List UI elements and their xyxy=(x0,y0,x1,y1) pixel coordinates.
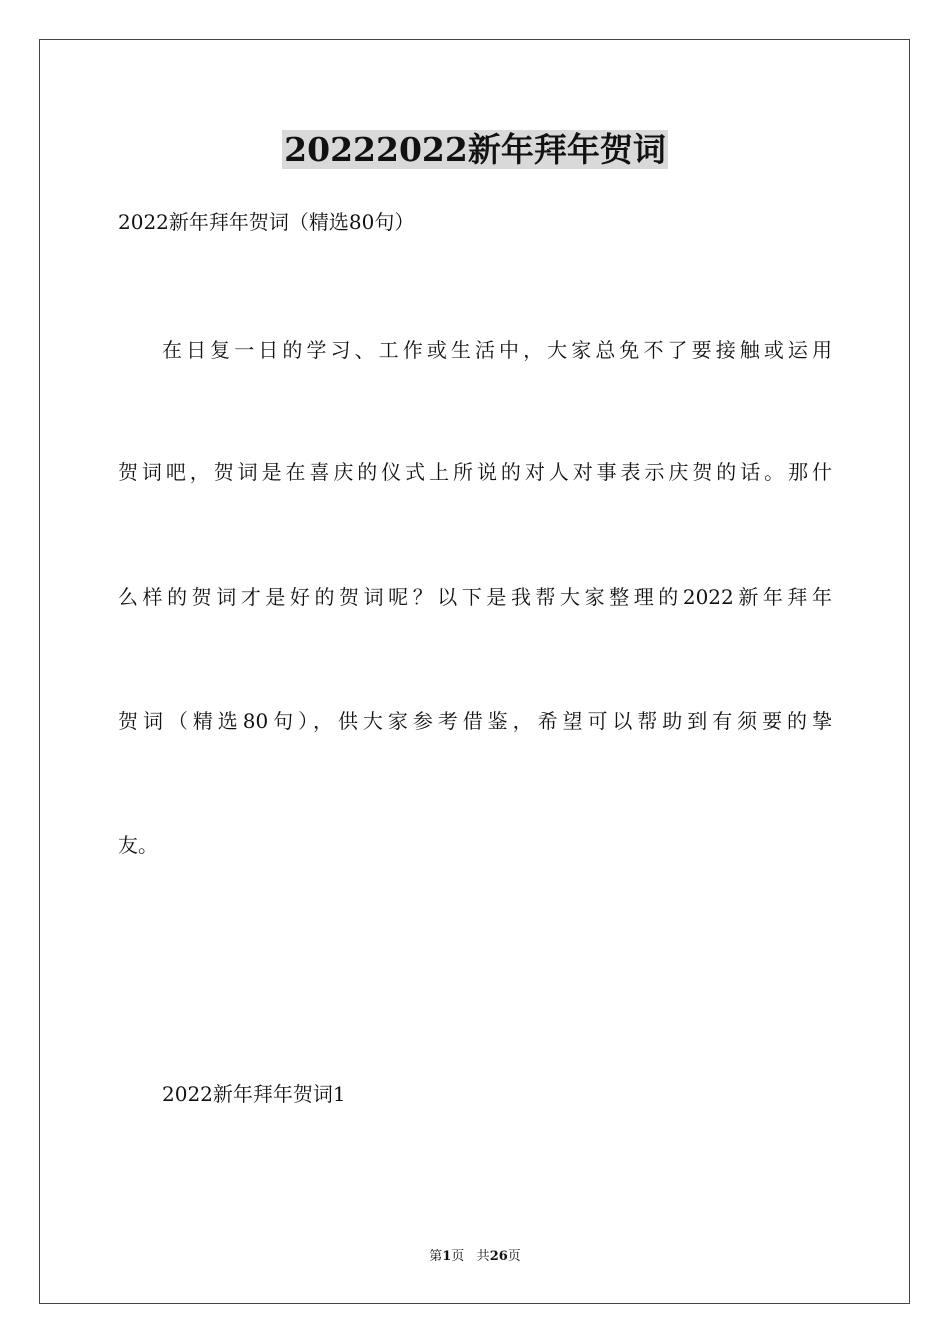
intro-paragraph-line-1: 在日复一日的学习、工作或生活中，大家总免不了要接触或运用 xyxy=(162,338,832,362)
intro-paragraph-line-2: 贺词吧，贺词是在喜庆的仪式上所说的对人对事表示庆贺的话。那什 xyxy=(118,460,832,484)
footer-total-suffix: 页 xyxy=(507,1249,521,1264)
footer-total-pages: 26 xyxy=(489,1249,508,1264)
document-subtitle: 2022新年拜年贺词（精选80句） xyxy=(118,210,415,234)
footer-page-number: 1 xyxy=(442,1249,452,1264)
intro-paragraph-line-5: 友。 xyxy=(118,833,158,857)
intro-paragraph-line-3: 么样的贺词才是好的贺词呢？以下是我帮大家整理的2022新年拜年 xyxy=(118,585,832,609)
document-title-text: 20222022新年拜年贺词 xyxy=(284,130,666,169)
section-heading: 2022新年拜年贺词1 xyxy=(162,1082,346,1106)
footer-page-prefix: 第 xyxy=(429,1249,443,1264)
page-footer xyxy=(0,1248,950,1266)
document-title xyxy=(0,128,950,172)
intro-paragraph-line-4: 贺词（精选80句），供大家参考借鉴，希望可以帮助到有须要的挚 xyxy=(118,709,832,733)
footer-total-prefix: 共 xyxy=(476,1249,490,1264)
footer-page-suffix: 页 xyxy=(451,1249,465,1264)
